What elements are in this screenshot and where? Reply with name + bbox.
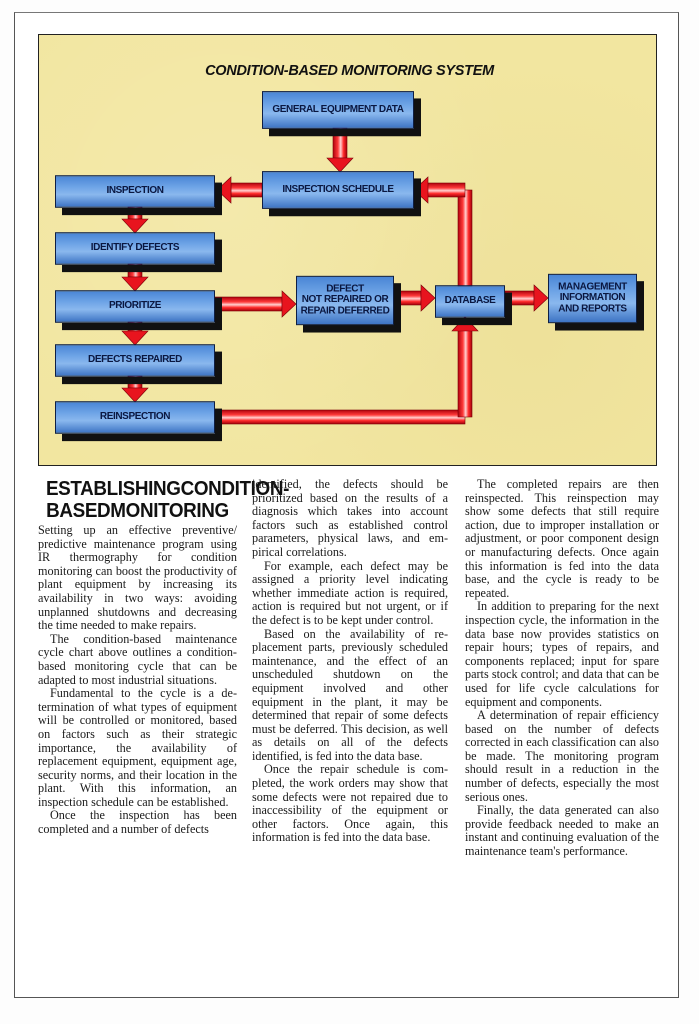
label-line: NOT REPAIRED OR — [301, 293, 389, 306]
article-paragraph: For example, each defect may be assigned a priority level indicating whether immediate action is required, action is required but not urgent, or if the defect is to be kept under control. — [252, 558, 448, 627]
label-line: REPAIR DEFERRED — [300, 304, 390, 317]
article-paragraph: Based on the availability of replacement parts, previously scheduled maintenance, and the effect of an unscheduled shutdown on the equipment involved and other equipment in the plant, it may be determined that repair of some defects must be deferred. This decision, as well as details on all of the defects identified, is fed into the data base. — [252, 626, 448, 763]
article-paragraph: A determination of repair efficiency based on the number of defects corrected in each classification can also be made. The monitoring program should result in a reduction in the number of defects, especially the most serious ones. — [465, 708, 659, 804]
box-defect-not-repaired — [296, 276, 394, 325]
box-database — [435, 285, 505, 318]
label-line: INFORMATION — [559, 291, 626, 304]
article-paragraph: Setting up an effective preventive/ predictive maintenance program using IR thermography for condition monitoring can boost the productivity of plant equipment by increasing its availability in two ways: avoiding unplanned shutdowns and decreasing the time needed to make repairs. — [38, 523, 237, 633]
article-heading — [45, 477, 289, 522]
label-line: DEFECT — [326, 282, 364, 295]
article-paragraph: In addition to preparing for the next inspection cycle, the information in the data base now provides statistics on repair hours; types of repairs, and components replaced; input for spare parts stock control; and data that can be used for life cycle calculations for equipment and components. — [465, 599, 659, 709]
label-line: MANAGEMENT — [558, 280, 627, 293]
box-management-information — [548, 274, 637, 323]
label-line: GENERAL EQUIPMENT DATA — [272, 103, 404, 115]
label-line: DEFECTS REPAIRED — [88, 353, 182, 366]
article-column-1 — [38, 476, 289, 837]
diagram-title: CONDITION-BASED MONITORING SYSTEM — [205, 63, 494, 79]
box-general-equipment-data — [262, 91, 414, 129]
label-line: PRIORITIZE — [108, 299, 162, 312]
label-line: INSPECTION SCHEDULE — [282, 183, 394, 195]
label-line: ESTABLISHING — [45, 477, 181, 500]
label-line: INSPECTION — [106, 184, 164, 197]
label-line: REINSPECTION — [99, 410, 171, 423]
box-defects-repaired — [55, 344, 215, 377]
box-identify-defects — [55, 232, 215, 265]
box-prioritize — [55, 290, 215, 323]
box-inspection-schedule — [262, 171, 414, 209]
box-reinspection — [55, 401, 215, 434]
article-paragraph: Finally, the data generated can also provide feedback needed to make an instant and continuing evaluation of the maintenance team's performance. — [465, 803, 659, 859]
article-paragraph: Once the inspection has been completed and a number of defects — [38, 808, 237, 837]
label-line: DATABASE — [444, 294, 496, 307]
article-paragraph: Once the repair schedule is completed, the work orders may show that some defects were not repaired due to inaccessibility of the equipment or other factors. Once again, this information is fed into the data base. — [252, 762, 448, 845]
article-column-2 — [252, 478, 448, 845]
article-column-3 — [465, 478, 659, 859]
label-line: CONDITION-BASED — [46, 477, 289, 522]
article-paragraph: identified, the defects should be prioritized based on the results of a diagnosis which takes into account factors such as established control parameters, physical laws, and empirical correlations. — [252, 477, 448, 559]
label-line: MONITORING — [110, 499, 229, 522]
box-inspection — [55, 175, 215, 208]
article-paragraph: Fundamental to the cycle is a determination of what types of equipment will be controlled or monitored, based on factors such as their strategic importance, the availability of replacement equipment, equipment age, security norms, and their location in the plant. With this information, an inspection schedule can be established. — [38, 686, 237, 809]
label-line: IDENTIFY DEFECTS — [90, 241, 180, 254]
article-paragraph: The condition-based maintenance cycle chart above outlines a condition-based monitoring cycle that can be adapted to most industrial situations. — [38, 631, 237, 687]
article-paragraph: The completed repairs are then reinspected. This reinspection may show some defects that still require action, due to improper installation or adjustment, or poor component design or manufacturing defects. Once again this information is fed into the data base, and the cycle is ready to be repeated. — [465, 477, 659, 600]
label-line: AND REPORTS — [558, 302, 627, 315]
